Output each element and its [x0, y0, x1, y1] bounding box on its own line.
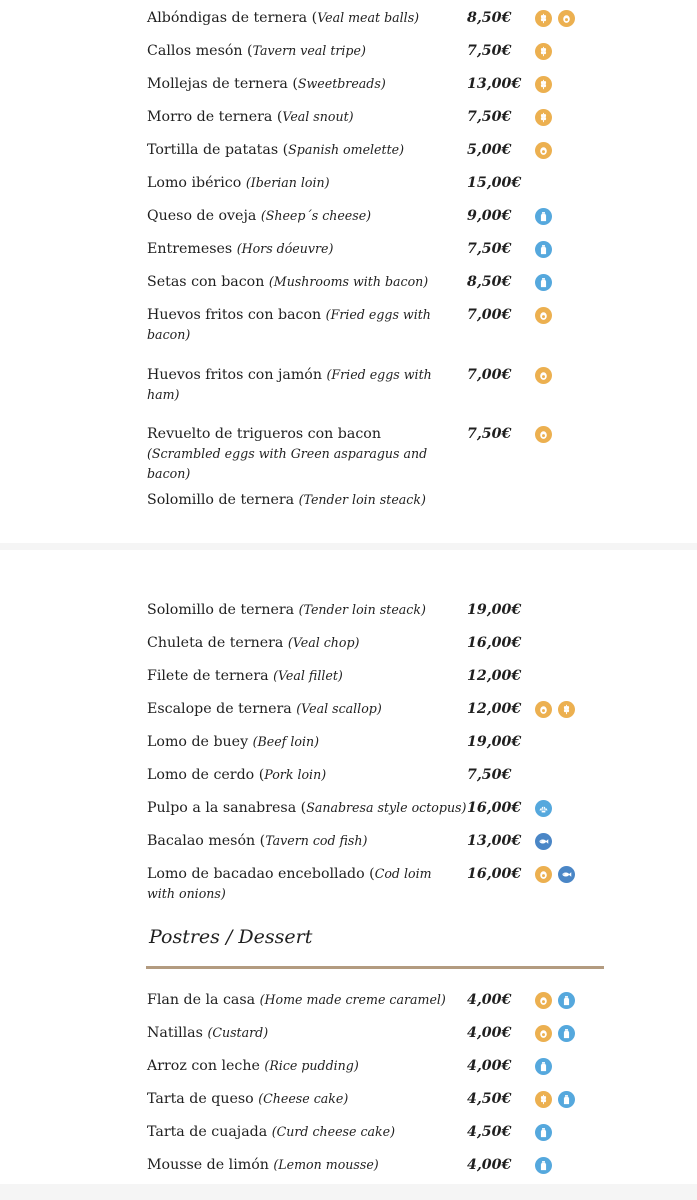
menu-item-price: 16,00€ — [467, 635, 522, 651]
menu-item-price: 7,50€ — [467, 767, 512, 783]
milk-icon — [535, 1058, 552, 1075]
menu-item-name-es: Lomo de bacadao encebollado ( — [147, 866, 375, 882]
egg-icon — [558, 10, 575, 27]
menu-item-price: 16,00€ — [467, 866, 522, 882]
menu-item-name-en: Cod loim with onions) — [147, 866, 432, 901]
menu-item-name — [147, 765, 459, 785]
menu-item-price: 7,50€ — [467, 43, 512, 59]
allergen-icons — [535, 992, 575, 1009]
menu-item-name-en: (Tender loin steack) — [298, 492, 426, 507]
menu-item-name — [147, 633, 459, 653]
allergen-icons — [535, 274, 552, 291]
allergen-icons — [535, 701, 575, 718]
menu-item-name — [147, 600, 459, 620]
milk-icon — [558, 1025, 575, 1042]
egg-icon — [535, 866, 552, 883]
menu-item-name-en: (Sheep´s cheese) — [260, 208, 372, 223]
menu-item-name — [147, 666, 459, 686]
menu-item-name — [147, 74, 459, 94]
menu-item-name-en: Tavern veal tripe) — [252, 43, 366, 58]
menu-item-name — [147, 831, 459, 851]
gluten-icon — [535, 43, 552, 60]
allergen-icons — [535, 241, 552, 258]
menu-item-name-es: Filete de ternera — [147, 668, 274, 684]
menu-item-name — [147, 173, 459, 193]
milk-icon — [535, 274, 552, 291]
menu-item-name — [147, 732, 459, 752]
egg-icon — [535, 367, 552, 384]
menu-item-name-es: Callos mesón ( — [147, 43, 253, 59]
menu-item-name-en: Spanish omelette) — [288, 142, 404, 157]
gluten-icon — [535, 10, 552, 27]
menu-item-name — [147, 1089, 459, 1109]
menu-item-name-en: (Veal fillet) — [273, 668, 343, 683]
menu-item-price: 4,50€ — [467, 1091, 512, 1107]
menu-item-name-en: (Beef loin) — [252, 734, 320, 749]
menu-item-name-es: Solomillo de ternera — [147, 492, 299, 508]
menu-item-name-es: Entremeses — [147, 241, 237, 257]
menu-item-price: 7,50€ — [467, 109, 512, 125]
menu-item-name-es: Revuelto de trigueros con bacon — [147, 426, 381, 442]
menu-item-name-es: Solomillo de ternera — [147, 602, 299, 618]
menu-item-name-es: Huevos fritos con jamón — [147, 367, 327, 383]
allergen-icons — [535, 833, 552, 850]
milk-icon — [558, 992, 575, 1009]
menu-item-name — [147, 990, 459, 1010]
menu-item-name-es: Huevos fritos con bacon — [147, 307, 326, 323]
menu-item-name — [147, 365, 437, 405]
menu-item-name-en: (Veal chop) — [287, 635, 360, 650]
menu-item-name-en: (Cheese cake) — [258, 1091, 349, 1106]
menu-item-name-en: (Fried eggs with ham) — [147, 367, 432, 402]
menu-item-name-es: Albóndigas de ternera ( — [147, 10, 318, 26]
menu-item-price: 9,00€ — [467, 208, 512, 224]
menu-item-name — [147, 424, 459, 484]
milk-icon — [535, 1124, 552, 1141]
menu-item-name-en: Sanabresa style octopus) — [306, 800, 467, 815]
menu-item-name-es: Queso de oveja — [147, 208, 261, 224]
allergen-icons — [535, 426, 552, 443]
menu-item-name-es: Natillas — [147, 1025, 208, 1041]
menu-item-name — [147, 864, 447, 904]
menu-item-name-es: Flan de la casa — [147, 992, 260, 1008]
menu-item-name-es: Lomo ibérico — [147, 175, 246, 191]
gluten-icon — [535, 1091, 552, 1108]
egg-icon — [535, 992, 552, 1009]
menu-item-price: 7,50€ — [467, 426, 512, 442]
menu-item-price: 16,00€ — [467, 800, 522, 816]
egg-icon — [535, 142, 552, 159]
menu-item-name-en: (Home made creme caramel) — [259, 992, 446, 1007]
menu-item-price: 7,00€ — [467, 367, 512, 383]
menu-item-name-en: (Curd cheese cake) — [271, 1124, 396, 1139]
allergen-icons — [535, 307, 552, 324]
menu-item-name — [147, 239, 459, 259]
menu-item-name-en: (Rice pudding) — [264, 1058, 359, 1073]
menu-item-name-en: Veal snout) — [282, 109, 354, 124]
milk-icon — [558, 1091, 575, 1108]
menu-item-price: 19,00€ — [467, 734, 522, 750]
allergen-icons — [535, 1124, 552, 1141]
mollusc-icon — [535, 800, 552, 817]
section-divider — [146, 966, 604, 969]
menu-item-price: 8,50€ — [467, 274, 512, 290]
menu-item-price: 4,00€ — [467, 1058, 512, 1074]
allergen-icons — [535, 1157, 552, 1174]
menu-item-name-es: Mousse de limón — [147, 1157, 274, 1173]
egg-icon — [535, 701, 552, 718]
menu-item-name — [147, 798, 467, 818]
menu-item-price: 4,00€ — [467, 1025, 512, 1041]
allergen-icons — [535, 208, 552, 225]
menu-item-name-es: Lomo de buey — [147, 734, 253, 750]
menu-item-name — [147, 1155, 459, 1175]
menu-item-price: 7,50€ — [467, 241, 512, 257]
allergen-icons — [535, 43, 552, 60]
menu-item-name — [147, 272, 459, 292]
menu-item-price: 12,00€ — [467, 701, 522, 717]
menu-item-name-en: (Tender loin steack) — [298, 602, 426, 617]
menu-item-name — [147, 41, 459, 61]
menu-item-name — [147, 8, 459, 28]
menu-item-price: 19,00€ — [467, 602, 522, 618]
menu-item-name — [147, 699, 459, 719]
milk-icon — [535, 208, 552, 225]
menu-item-price: 15,00€ — [467, 175, 522, 191]
menu-item-name-en: (Iberian loin) — [245, 175, 330, 190]
menu-item-price: 7,00€ — [467, 307, 512, 323]
menu-item-name — [147, 305, 437, 345]
menu-item-name-es: Escalope de ternera — [147, 701, 297, 717]
gluten-icon — [558, 701, 575, 718]
menu-item-name-es: Tarta de queso — [147, 1091, 259, 1107]
gluten-icon — [535, 76, 552, 93]
allergen-icons — [535, 10, 575, 27]
menu-item-name — [147, 206, 459, 226]
allergen-icons — [535, 866, 575, 883]
menu-item-name-es: Arroz con leche — [147, 1058, 265, 1074]
allergen-icons — [535, 76, 552, 93]
allergen-icons — [535, 109, 552, 126]
allergen-icons — [535, 1025, 575, 1042]
menu-item-name-es: Lomo de cerdo ( — [147, 767, 265, 783]
menu-item-name-en: (Veal scallop) — [296, 701, 382, 716]
milk-icon — [535, 1157, 552, 1174]
menu-item-name — [147, 490, 459, 510]
fish-icon — [535, 833, 552, 850]
menu-item-price: 4,00€ — [467, 992, 512, 1008]
menu-item-name-es: Pulpo a la sanabresa ( — [147, 800, 307, 816]
menu-item-name-en: (Mushrooms with bacon) — [268, 274, 429, 289]
menu-item-name-en: (Hors dóeuvre) — [236, 241, 334, 256]
menu-item-name-es: Morro de ternera ( — [147, 109, 283, 125]
menu-item-name-en: Tavern cod fish) — [265, 833, 368, 848]
menu-item-name-es: Bacalao mesón ( — [147, 833, 266, 849]
menu-item-price: 13,00€ — [467, 833, 522, 849]
egg-icon — [535, 307, 552, 324]
allergen-icons — [535, 142, 552, 159]
fish-icon — [558, 866, 575, 883]
menu-item-name-es: Mollejas de ternera ( — [147, 76, 298, 92]
menu-item-price: 4,00€ — [467, 1157, 512, 1173]
menu-item-name-en: Pork loin) — [264, 767, 327, 782]
allergen-icons — [535, 1091, 575, 1108]
menu-item-name-en: (Fried eggs with bacon) — [147, 307, 431, 342]
menu-item-price: 12,00€ — [467, 668, 522, 684]
menu-item-name-en: Veal meat balls) — [317, 10, 420, 25]
egg-icon — [535, 1025, 552, 1042]
menu-item-name-en: (Scrambled eggs with Green asparagus and bacon) — [147, 446, 428, 481]
section-title-desserts: Postres / Dessert — [149, 926, 313, 948]
gluten-icon — [535, 109, 552, 126]
allergen-icons — [535, 800, 552, 817]
menu-item-price: 8,50€ — [467, 10, 512, 26]
menu-item-name-en: Sweetbreads) — [297, 76, 386, 91]
egg-icon — [535, 426, 552, 443]
menu-item-name-es: Setas con bacon — [147, 274, 269, 290]
menu-item-name-es: Tarta de cuajada — [147, 1124, 272, 1140]
menu-item-price: 13,00€ — [467, 76, 522, 92]
allergen-icons — [535, 367, 552, 384]
menu-item-name-en: (Custard) — [207, 1025, 269, 1040]
menu-item-price: 5,00€ — [467, 142, 512, 158]
menu-item-name — [147, 140, 459, 160]
menu-item-name — [147, 107, 459, 127]
menu-item-name — [147, 1056, 459, 1076]
milk-icon — [535, 241, 552, 258]
menu-item-name-en: (Lemon mousse) — [273, 1157, 379, 1172]
menu-item-name — [147, 1023, 459, 1043]
menu-item-name-es: Tortilla de patatas ( — [147, 142, 289, 158]
menu-item-name-es: Chuleta de ternera — [147, 635, 288, 651]
menu-item-price: 4,50€ — [467, 1124, 512, 1140]
allergen-icons — [535, 1058, 552, 1075]
menu-item-name — [147, 1122, 459, 1142]
